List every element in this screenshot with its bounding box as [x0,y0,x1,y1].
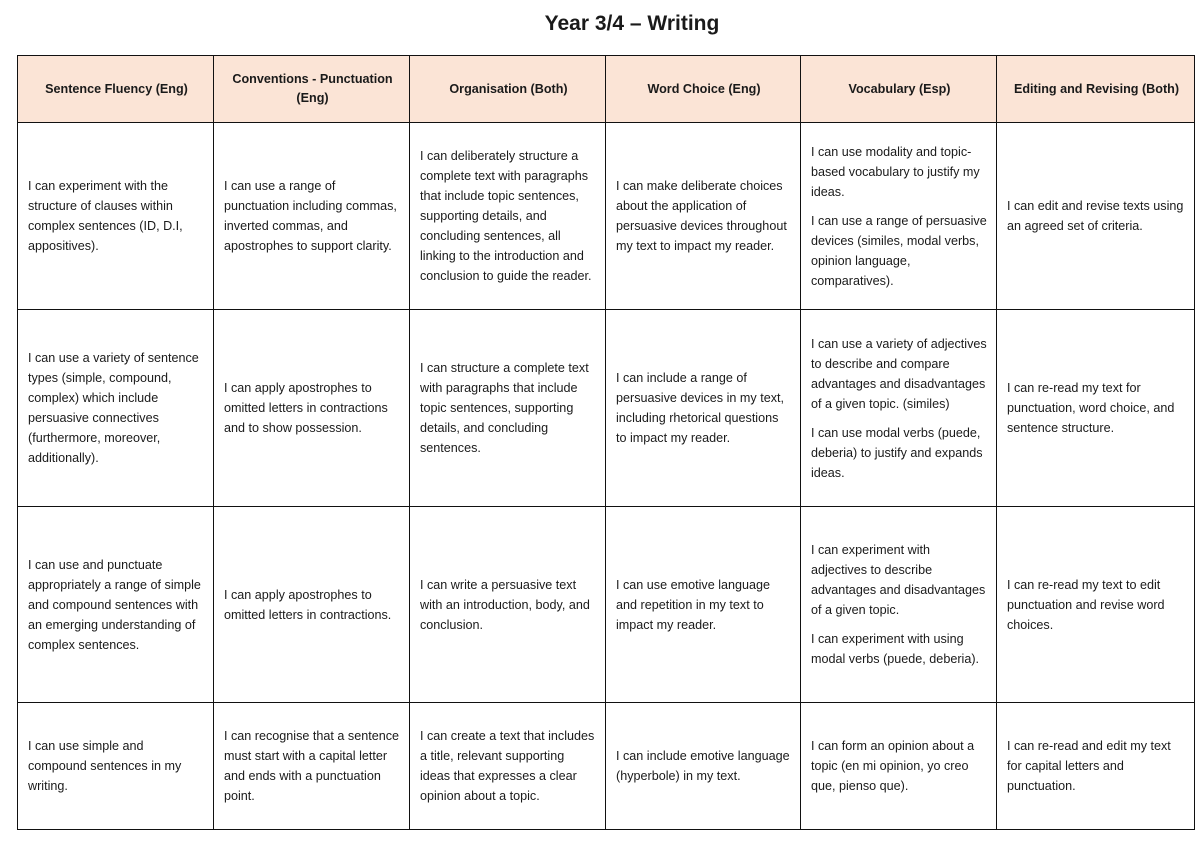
cell-text: I can experiment with the structure of clauses within complex sentences (ID, D.I, appositives). [28,179,183,253]
table-cell [997,703,1195,830]
header-vocabulary: Vocabulary (Esp) [801,56,997,123]
cell-text: I can use emotive language and repetition in my text to impact my reader. [616,577,771,632]
header-sentence-fluency: Sentence Fluency (Eng) [18,56,214,123]
table-cell [410,123,606,310]
cell-text: I can apply apostrophes to omitted letters in contractions. [224,587,392,622]
header-organisation: Organisation (Both) [410,56,606,123]
cell-text: I can form an opinion about a topic (en mi opinion, yo creo que, pienso que). [811,739,975,793]
cell-text: I can use a range of persuasive devices (similes, modal verbs, opinion language, comparatives). [811,213,987,288]
cell-text: I can include a range of persuasive devices in my text, including rhetorical questions to impact my reader. [616,371,784,445]
cell-text: I can re-read and edit my text for capital letters and punctuation. [1007,739,1171,793]
table-cell [997,507,1195,703]
table-cell [997,310,1195,507]
table-cell [801,123,997,310]
writing-rubric-table [17,55,1195,830]
cell-text: I can use modal verbs (puede, deberia) to justify and expands ideas. [811,425,983,480]
table-cell [410,310,606,507]
table-cell [214,507,410,703]
cell-text: I can use modality and topic-based vocabulary to justify my ideas. [811,144,980,199]
page-title: Year 3/4 – Writing [544,12,720,35]
cell-text: I can re-read my text to edit punctuation and revise word choices. [1007,577,1165,632]
table-cell [801,310,997,507]
table-cell [214,703,410,830]
cell-text: I can create a text that includes a title, relevant supporting ideas that expresses a clear opinion about a topic. [420,729,595,803]
cell-text: I can use a range of punctuation including commas, inverted commas, and apostrophes to support clarity. [224,179,397,253]
cell-text: I can use a variety of adjectives to describe and compare advantages and disadvantages of a given topic. (similes) [811,336,987,411]
table-row [18,123,1195,310]
table-row [18,703,1195,830]
cell-text: I can use simple and compound sentences in my writing. [28,739,182,793]
cell-text: I can include emotive language (hyperbole) in my text. [616,749,790,783]
cell-text: I can use and punctuate appropriately a range of simple and compound sentences with an emerging understanding of complex sentences. [28,557,201,652]
cell-text: I can experiment with using modal verbs (puede, deberia). [811,632,980,666]
table-cell [18,703,214,830]
table-cell [18,507,214,703]
table-cell [214,123,410,310]
table-cell [801,507,997,703]
table-cell [997,123,1195,310]
cell-text: I can re-read my text for punctuation, word choice, and sentence structure. [1007,381,1175,435]
table-cell [214,310,410,507]
header-word-choice: Word Choice (Eng) [606,56,801,123]
cell-text: I can recognise that a sentence must start with a capital letter and ends with a punctuation point. [224,729,400,803]
table-row [18,507,1195,703]
cell-text: I can apply apostrophes to omitted letters in contractions and to show possession. [224,381,388,435]
cell-text: I can edit and revise texts using an agreed set of criteria. [1007,199,1184,233]
header-row [18,56,1195,123]
table-cell [18,310,214,507]
table-cell [606,507,801,703]
cell-text: I can deliberately structure a complete text with paragraphs that include topic sentences, supporting details, and concluding sentences, all linking to the introduction and conclusion to guide the reader. [420,149,592,283]
table-row [18,310,1195,507]
cell-text: I can experiment with adjectives to describe advantages and disadvantages of a given topic. [811,543,986,617]
table-cell [606,310,801,507]
table-cell [606,123,801,310]
table-cell [410,507,606,703]
table-cell [18,123,214,310]
cell-text: I can structure a complete text with paragraphs that include topic sentences, supporting details, and concluding sentences. [420,361,589,455]
cell-text: I can use a variety of sentence types (simple, compound, complex) which include persuasive connectives (furthermore, moreover, additionally). [28,351,199,465]
cell-text: I can make deliberate choices about the application of persuasive devices throughout my text to impact my reader. [616,179,787,253]
header-editing-revising: Editing and Revising (Both) [997,56,1195,123]
cell-text: I can write a persuasive text with an introduction, body, and conclusion. [420,577,590,632]
table-cell [606,703,801,830]
header-conventions-punctuation: Conventions - Punctuation (Eng) [214,56,410,123]
table-cell [801,703,997,830]
table-cell [410,703,606,830]
